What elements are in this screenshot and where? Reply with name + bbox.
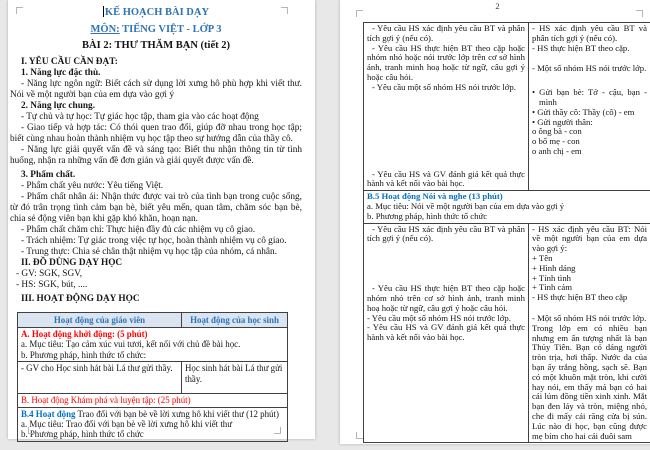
table-row <box>364 223 650 443</box>
paragraph: - Trung thực: Chia sẻ chân thật nhiệm vụ học tập của nhóm, cá nhân. <box>21 246 277 257</box>
activity-b4-method: b. Phương pháp, hình thức tổ chức <box>21 429 144 440</box>
table-row <box>18 394 288 407</box>
paragraph: - Yêu cầu HS và GV đánh giá kết quả thực hành và kết nối vào bài học. <box>367 168 525 189</box>
text-boundary-mark <box>28 427 35 434</box>
text-boundary-mark <box>16 7 23 14</box>
subheading-2: 2. Năng lực chung. <box>21 100 96 111</box>
paragraph: - HS thực hiện BT theo cặp <box>532 292 628 303</box>
activity-b4-title: B.4 Hoạt động Trao đổi với bạn bè về lời xưng hô khi viết thư (12 phút) <box>21 408 279 419</box>
student-column-header: Hoạt động của học sinh <box>182 312 288 327</box>
subheading-1: 1. Năng lực đặc thù. <box>21 67 101 78</box>
paragraph: - Yêu cầu HS thực hiện BT theo cặp hoặc nhóm nhỏ trên cơ sở hình ảnh, tranh minh hoạ hoặc từ ngữ, câu gợi ý hoặc câu hỏi. <box>367 283 525 313</box>
sub-bullet-item: o bố mẹ - con <box>532 136 580 147</box>
paragraph: - Yêu cầu một số nhóm HS nói trước lớp. <box>367 312 511 323</box>
paragraph: - HS thực hiện BT theo cặp. <box>532 42 630 53</box>
text-boundary-mark <box>356 432 363 439</box>
list-item: + Hình dáng <box>532 262 576 273</box>
page-number: 2 <box>495 1 500 11</box>
table-row <box>18 407 288 441</box>
teacher-activity-cell: - GV cho Học sinh hát bài Lá thư gửi thầy. <box>18 362 182 394</box>
text-cursor <box>103 6 104 17</box>
paragraph: - Yêu cầu HS thực hiện BT theo cặp hoặc nhóm nhỏ hoặc nói trước lớp trên cơ sở hình ảnh, tranh minh hoạ hoặc từ ngữ, câu gợi ý hoặc câu hỏi. <box>367 42 525 82</box>
plan-title: KẾ HOẠCH BÀI DẠY <box>104 7 210 18</box>
paragraph: - Yêu cầu HS xác định yêu cầu BT và phân tích gợi ý (nếu có). <box>367 23 525 43</box>
lesson-title: BÀI 2: THƯ THĂM BẠN (tiết 2) <box>82 40 230 51</box>
text-boundary-mark <box>636 10 643 17</box>
paragraph: - Yêu cầu một số nhóm HS nói trước lớp. <box>372 81 516 92</box>
subheading-3: 3. Phẩm chất. <box>21 169 76 180</box>
table-row <box>18 327 288 361</box>
paragraph: - GV: SGK, SGV, <box>16 268 83 279</box>
list-item: + Tên <box>532 252 553 263</box>
activity-b5-goal: a. Mục tiêu: Nói về một người bạn của em dựa vào gợi ý <box>367 200 565 211</box>
activity-a-goal: a. Mục tiêu: Tạo cảm xúc vui tươi, kết nối với chủ đề bài học. <box>21 339 241 350</box>
list-item: + Tình cảm <box>532 282 572 293</box>
paragraph: - Giao tiếp và hợp tác: Có thói quen trao đổi, giúp đỡ nhau trong học tập; biết cùng nhau hoàn thành nhiệm vụ học tập theo sự hướng dẫn của thầy cô. <box>10 122 302 144</box>
table-row <box>18 362 288 394</box>
text-boundary-mark <box>356 10 363 17</box>
activity-table-page1 <box>17 312 288 442</box>
paragraph: - Phẩm chất chăm chỉ: Thực hiện đầy đủ các nhiệm vụ cô giao. <box>21 224 256 235</box>
paragraph: - HS: SGK, bút, .... <box>16 279 88 290</box>
bullet-item: • Gửi người thân: <box>532 116 593 127</box>
teacher-column-header: Hoạt động của giáo viên <box>18 312 182 327</box>
activity-a-title: A. Hoạt động khởi động: (5 phút) <box>21 328 148 339</box>
text-boundary-mark <box>281 7 288 14</box>
sub-bullet-item: o ông bà - con <box>532 126 582 137</box>
paragraph: - HS xác định yêu cầu BT và phân tích gợi ý (nếu có). <box>532 23 647 43</box>
paragraph: - Trách nhiệm: Tự giác trong việc tự học, hoàn thành nhiệm vụ cô giao. <box>21 235 287 246</box>
paragraph: - Năng lực ngôn ngữ: Biết cách sử dụng lời xưng hô phù hợp khi viết thư. Nói về một người bạn của em dựa vào gợi ý <box>10 78 302 100</box>
subject-title: MÔN: TIẾNG VIỆT - LỚP 3 <box>90 23 222 35</box>
paragraph: - Một số nhóm HS nói trước lớp. <box>532 63 647 74</box>
paragraph: - Yêu cầu HS xác định yêu cầu BT và phân tích gợi ý (nếu có). <box>367 223 525 244</box>
table-row <box>364 23 650 191</box>
paragraph: - Năng lực giải quyết vấn đề và sáng tạo: Biết thu nhận thông tin từ tình huống, nhận ra những vấn đề đơn giản và giải quyết được vấn đề. <box>10 144 302 166</box>
activity-b5-title: B.5 Hoạt động Nói và nghe (13 phút) <box>367 191 503 202</box>
page-1[interactable] <box>8 0 315 439</box>
section-heading-1: I. YÊU CẦU CẦN ĐẠT: <box>21 56 118 67</box>
paragraph: - Phẩm chất nhân ái: Nhận thức được vai trò của tình bạn trong cuộc sống, từ đó trân trọng tình cảm bạn bè, biết yêu mến, quan tâm, chăm sóc bạn bè, chia sẻ động viên bạn khi gặp khó khăn, hoạn nạn. <box>10 191 302 224</box>
paragraph: - Tự chủ và tự học: Tự giác học tập, tham gia vào các hoạt động <box>21 111 259 122</box>
student-activity-cell <box>529 23 650 191</box>
student-activity-cell: Học sinh hát bài Lá thư gửi thầy. <box>182 362 288 394</box>
paragraph: Trong lớp em có nhiều bạn nhưng em ấn tượng nhất là bạn Thủy Tiên. Bạn có dáng người tròn trịa, hơi thấp. Nước da của bạn ấy trắng hồng, sạch sẽ. Bạn có một khuôn mặt tròn, khi cười hay nói, em thấy má bạn có hai cái lúm đồng tiền xinh xinh. Mắt bạn đen láy và tròn, miệng nhỏ, che đi mấy cái răng cửa bị sún. Lúc nào đi học, bạn cũng được mẹ bím cho hai cái đuôi sam <box>532 322 647 441</box>
teacher-activity-cell <box>364 223 529 443</box>
section-heading-2: II. ĐỒ DÙNG DẠY HỌC <box>21 257 123 268</box>
activity-b5-method: b. Phương pháp, hình thức tổ chức <box>367 210 488 221</box>
bullet-item: • Gửi bạn bè: Tớ - cậu, bạn - mình <box>532 87 647 107</box>
text-boundary-mark <box>274 427 281 434</box>
paragraph: - Yêu cầu HS và GV đánh giá kết quả thực hành và kết nối vào bài học. <box>367 322 525 343</box>
activity-b4-goal: a. Mục tiêu: Trao đổi với bạn bè về lời xưng hô khi viết thư <box>21 418 233 429</box>
paragraph: - Phẩm chất yêu nước: Yêu tiếng Việt. <box>21 180 164 191</box>
activity-b-title: B. Hoạt động Khám phá và luyện tập: (25 phút) <box>18 394 288 407</box>
page-2[interactable] <box>340 0 650 444</box>
activity-a-method: b. Phương pháp, hình thức tổ chức: <box>21 349 147 360</box>
table-row <box>364 191 650 223</box>
section-heading-3: III. HOẠT ĐỘNG DẠY HỌC <box>21 293 140 304</box>
bullet-item: • Gửi thầy cô: Thầy (cô) - em <box>532 106 635 117</box>
list-item: + Tính tình <box>532 272 572 283</box>
paragraph: - HS xác định yêu cầu BT: Nói về một người bạn của em dựa vào gợi ý: <box>532 223 647 254</box>
paragraph: - Một số nhóm HS nói trước lớp. <box>532 312 647 323</box>
sub-bullet-item: o anh chị - em <box>532 145 582 156</box>
teacher-activity-cell <box>364 23 529 191</box>
student-activity-cell <box>529 223 650 443</box>
activity-table-page2 <box>363 22 650 443</box>
